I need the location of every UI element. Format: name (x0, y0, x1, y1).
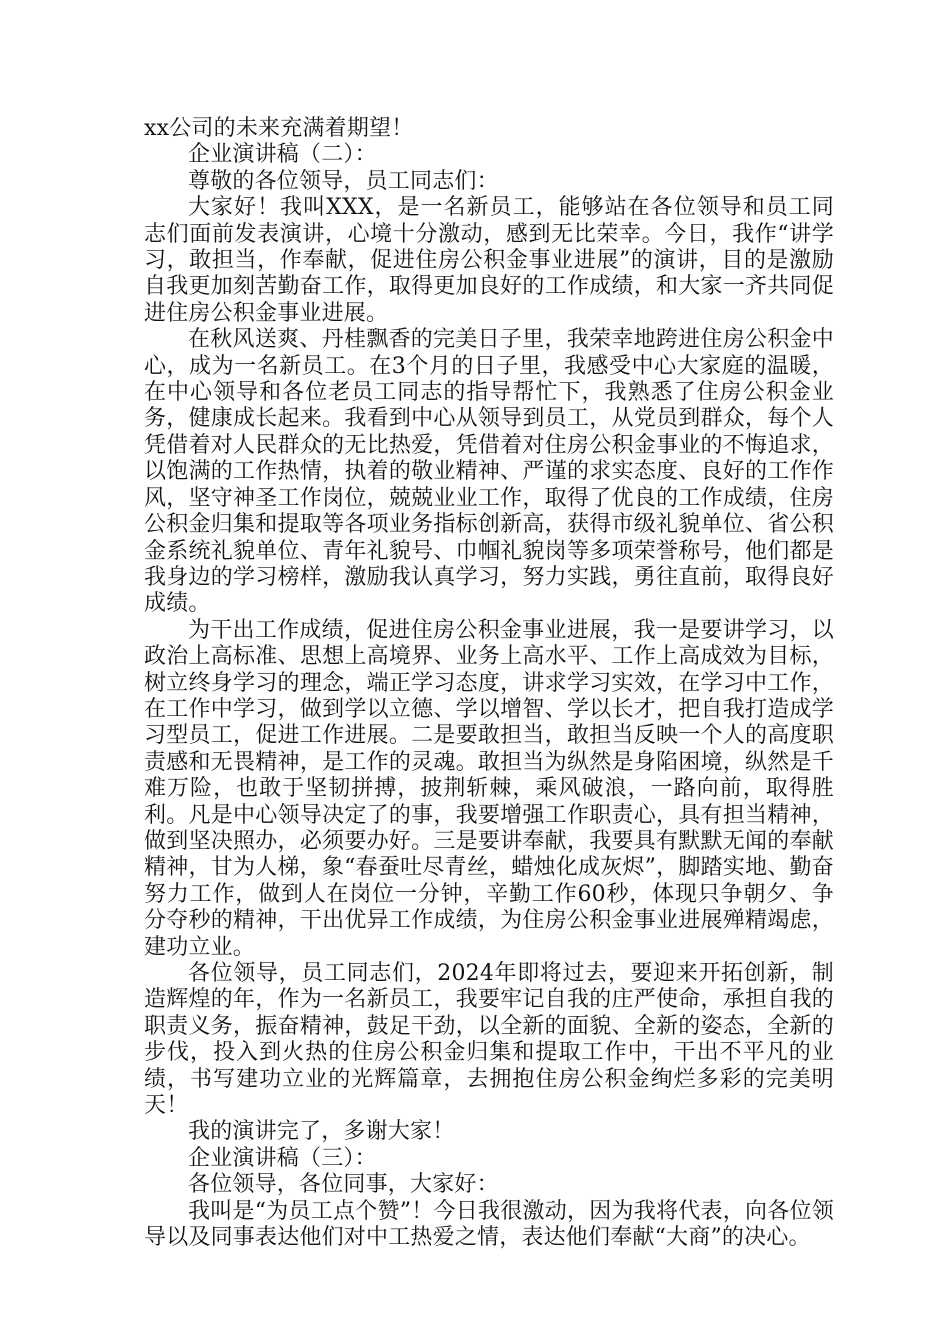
paragraph-speech-3-intro: 我叫是“为员工点个赞”！今日我很激动，因为我将代表，向各位领导以及同事表达他们对中工热爱之情，表达他们奉献“大商”的决心。 (144, 1198, 834, 1251)
paragraph-continuation: xx公司的未来充满着期望！ (144, 116, 414, 141)
paragraph-introduction: 大家好！我叫XXX，是一名新员工，能够站在各位领导和员工同志们面前发表演讲，心境十分激动，感到无比荣幸。今日，我作“讲学习，敢担当，作奉献，促进住房公积金事业进展”的演讲，目的是激励自我更加刻苦勤奋工作，取得更加良好的工作成绩，和大家一齐共同促进住房公积金事业进展。 (144, 195, 834, 326)
salutation-2: 尊敬的各位领导，员工同志们： (188, 168, 499, 194)
document-page (144, 116, 834, 1251)
speech-heading-3: 企业演讲稿（三）： (188, 1145, 377, 1171)
salutation-3: 各位领导，各位同事，大家好： (188, 1172, 499, 1198)
speech-heading-2: 企业演讲稿（二）： (188, 142, 377, 168)
paragraph-closing: 各位领导，员工同志们，2024年即将过去，要迎来开拓创新，制造辉煌的年，作为一名新员工，我要牢记自我的庄严使命，承担自我的职责义务，振奋精神，鼓足干劲，以全新的面貌、全新的姿态，全新的步伐，投入到火热的住房公积金归集和提取工作中，干出不平凡的业绩，书写建功立业的光辉篇章，去拥抱住房公积金绚烂多彩的完美明天！ (144, 961, 834, 1119)
paragraph-commitments: 为干出工作成绩，促进住房公积金事业进展，我一是要讲学习，以政治上高标准、思想上高境界、业务上高水平、工作上高成效为目标，树立终身学习的理念，端正学习态度，讲求学习实效，在学习中工作，在工作中学习，做到学以立德、学以增智、学以长才，把自我打造成学习型员工，促进工作进展。二是要敢担当，敢担当反映一个人的高度职责感和无畏精神，是工作的灵魂。敢担当为纵然是身陷困境，纵然是千难万险，也敢于坚韧拼搏，披荆斩棘，乘风破浪，一路向前，取得胜利。凡是中心领导决定了的事，我要增强工作职责心，具有担当精神，做到坚决照办，必须要办好。三是要讲奉献，我要具有默默无闻的奉献精神，甘为人梯，象“春蚕吐尽青丝，蜡烛化成灰烬”，脚踏实地、勤奋努力工作，做到人在岗位一分钟，辛勤工作60秒，体现只争朝夕、争分夺秒的精神，干出优异工作成绩，为住房公积金事业进展殚精竭虑，建功立业。 (144, 617, 834, 960)
paragraph-experience: 在秋风送爽、丹桂飘香的完美日子里，我荣幸地跨进住房公积金中心，成为一名新员工。在3个月的日子里，我感受中心大家庭的温暖，在中心领导和各位老员工同志的指导帮忙下，我熟悉了住房公积金业务，健康成长起来。我看到中心从领导到员工，从党员到群众，每个人凭借着对人民群众的无比热爱，凭借着对住房公积金事业的不悔追求，以饱满的工作热情，执着的敬业精神、严谨的求实态度、良好的工作作风，坚守神圣工作岗位，兢兢业业工作，取得了优良的工作成绩，住房公积金归集和提取等各项业务指标创新高，获得市级礼貌单位、省公积金系统礼貌单位、青年礼貌号、巾帼礼貌岗等多项荣誉称号，他们都是我身边的学习榜样，激励我认真学习，努力实践，勇往直前，取得良好成绩。 (144, 327, 834, 617)
paragraph-thanks: 我的演讲完了，多谢大家！ (188, 1119, 455, 1145)
